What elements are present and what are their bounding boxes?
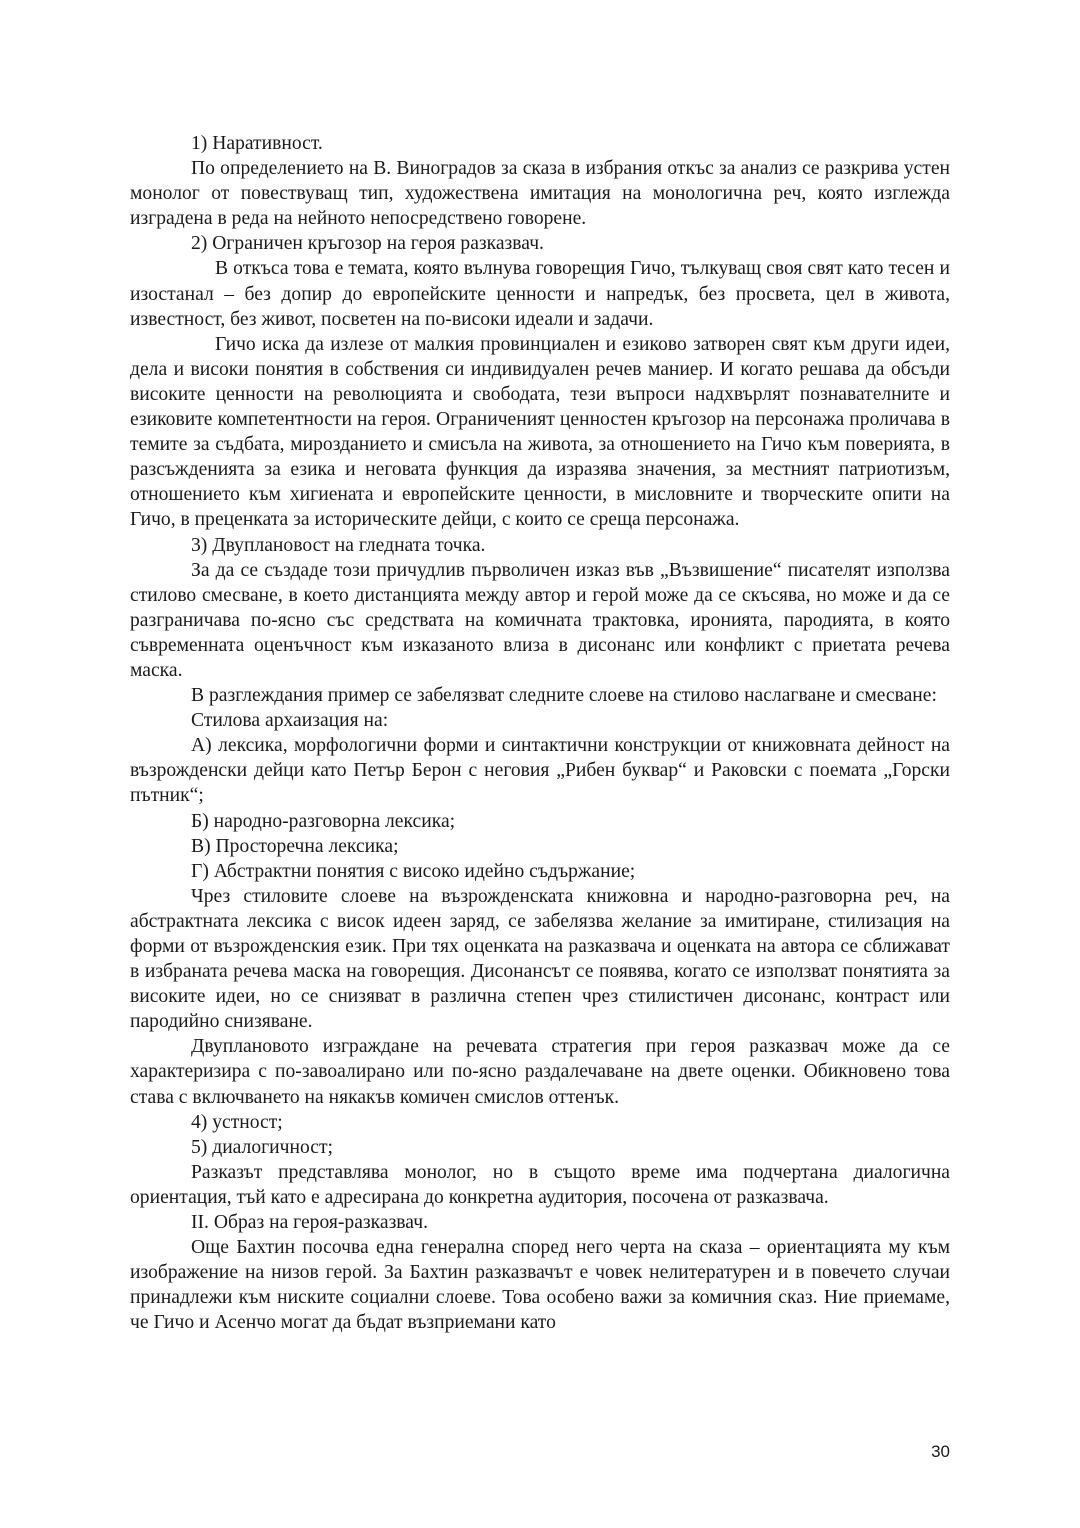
paragraph: В откъса това е темата, която вълнува говорещия Гичо, тълкуващ своя свят като тесен и изостанал – без допир до европейските ценности и напредък, без просвета, цел в живота, известност, без живот, посветен на по-високи идеали и задачи. xyxy=(130,258,950,330)
paragraph: Разказът представлява монолог, но в същото време има подчертана диалогична ориентация, тъй като е адресирана до конкретна аудитория, посочена от разказвача. xyxy=(130,1161,950,1208)
paragraph: За да се създаде този причудлив първоличен изказ във „Възвишение“ писателят използва стилово смесване, в което дистанцията между автор и герой може да се скъсява, но може и да се разграничава по-ясно със средствата на комичната трактовка, иронията, пародията, в която съвременната оценъчност към изказаното влиза в дисонанс или конфликт с приетата речева маска. xyxy=(130,559,950,681)
paragraph: Чрез стиловите слоеве на възрожденската книжовна и народно-разговорна реч, на абстрактната лексика с висок идеен заряд, се забелязва желание за имитиране, стилизация на форми от възрожденския език. При тях оценката на разказвача и оценката на автора се сближават в избраната речева маска на говорещия. Дисонансът се появява, когато се използват понятията за високите идеи, но се снизяват в различна степен чрез стилистичен дисонанс, контраст или пародийно снизяване. xyxy=(130,885,950,1033)
paragraph: Стилова архаизация на: xyxy=(191,710,389,732)
paragraph: В разглеждания пример се забелязват следните слоеве на стилово наслагване и смесване: xyxy=(191,685,937,707)
list-item-narrativity: 1) Наративност. xyxy=(191,133,323,154)
paragraph: Гичо иска да излезе от малкия провинциален и езиково затворен свят към други идеи, дела и високи понятия в собствения си индивидуален речев маниер. И когато решава да обсъди високите ценности на революцията и свободата, тези въпроси надхвърлят познавателните и езиковите компетентности на героя. Ограниченият ценностен кръгозор на персонажа проличава в темите за съдбата, мирозданието и смисъла на живота, за отношението на Гичо към поверията, в разсъжденията за езика и неговата функция да изразява значения, за местният патриотизъм, отношението към хигиената и европейските ценности, в мисловните и творческите опити на Гичо, в преценката за историческите дейци, с които се среща персонажа. xyxy=(130,333,950,531)
list-item-a: А) лексика, морфологични форми и синтактични конструкции от книжовната дейност на възрожденски дейци като Петър Берон с неговия „Рибен буквар“ и Раковски с поемата „Горски пътник“; xyxy=(130,735,950,807)
body-text xyxy=(130,131,950,1336)
paragraph: По определението на В. Виноградов за сказа в избрания откъс за анализ се разкрива устен монолог от повествуващ тип, художествена имитация на монологична реч, която изглежда изградена в реда на нейното непосредствено говорене. xyxy=(130,158,950,230)
page-number: 30 xyxy=(931,1442,950,1461)
list-item-dialogicity: 5) диалогичност; xyxy=(191,1136,333,1158)
list-item-g: Г) Абстрактни понятия с високо идейно съдържание; xyxy=(191,860,636,882)
paragraph: Двуплановото изграждане на речевата стратегия при героя разказвач може да се характеризира с по-завоалирано или по-ясно раздалечаване на двете оценки. Обикновено това става с включването на някакъв комичен смислов оттенък. xyxy=(130,1036,950,1108)
list-item-limited-outlook: 2) Ограничен кръгозор на героя разказвач. xyxy=(191,233,544,255)
list-item-orality: 4) устност; xyxy=(191,1111,283,1133)
paragraph: Още Бахтин посочва една генерална според него черта на сказа – ориентацията му към изображение на низов герой. За Бахтин разказвачът е човек нелитературен и в повечето случаи принадлежи към ниските социални слоеве. Това особено важи за комичния сказ. Ние приемаме, че Гичо и Асенчо могат да бъдат възприемани като xyxy=(130,1237,950,1334)
section-heading: II. Образ на героя-разказвач. xyxy=(191,1212,428,1234)
list-item-dual-viewpoint: 3) Двуплановост на гледната точка. xyxy=(191,534,486,556)
list-item-v: В) Просторечна лексика; xyxy=(191,835,399,857)
list-item-b: Б) народно-разговорна лексика; xyxy=(191,810,456,832)
